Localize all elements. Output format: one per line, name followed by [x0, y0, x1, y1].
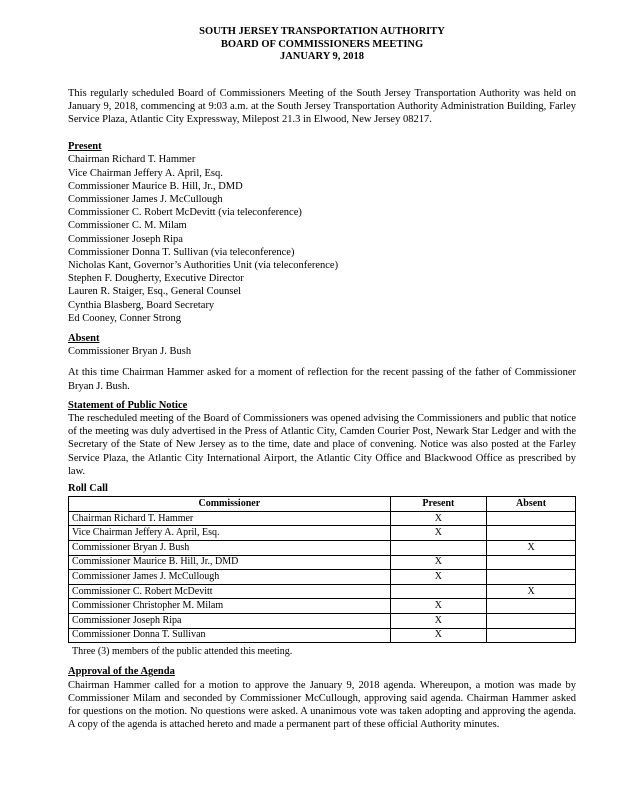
absent-cell [487, 526, 576, 541]
commissioner-cell: Commissioner Joseph Ripa [69, 613, 391, 628]
present-list-item: Ed Cooney, Conner Strong [68, 312, 182, 324]
commissioner-cell: Vice Chairman Jeffery A. April, Esq. [69, 526, 391, 541]
table-row [69, 613, 576, 628]
public-attendance-note: Three (3) members of the public attended this meeting. [72, 646, 293, 658]
document-title [68, 26, 576, 64]
commissioner-cell: Commissioner Maurice B. Hill, Jr., DMD [69, 555, 391, 570]
present-list-item: Commissioner Joseph Ripa [68, 233, 183, 245]
present-cell: X [390, 511, 487, 526]
absent-cell [487, 511, 576, 526]
commissioner-cell: Commissioner James J. McCullough [69, 570, 391, 585]
present-heading: Present [68, 141, 102, 153]
roll-call-heading: Roll Call [68, 482, 108, 494]
public-notice-section [68, 399, 576, 478]
table-row [69, 526, 576, 541]
table-row [69, 584, 576, 599]
present-cell: X [390, 628, 487, 643]
commissioner-cell: Commissioner C. Robert McDevitt [69, 584, 391, 599]
present-cell: X [390, 555, 487, 570]
title-meeting: BOARD OF COMMISSIONERS MEETING [220, 38, 424, 50]
agenda-section [68, 665, 576, 731]
present-list-item: Nicholas Kant, Governor’s Authorities Unit (via teleconference) [68, 259, 339, 271]
column-header-present: Present [390, 497, 487, 512]
public-notice-text: The rescheduled meeting of the Board of Commissioners was opened advising the Commissioners and public that notice of the meeting was duly advertised in the Press of Atlantic City, Camden Courier Post, Newark Star Ledger and with the Secretary of the State of New Jersey as to the time, date and place of convening. Notice was also posted at the Farley Service Plaza, the Atlantic City International Airport, the Atlantic City Office and Blackwood Office as prescribed by law. [68, 412, 576, 477]
present-list-item: Commissioner C. M. Milam [68, 220, 187, 232]
reflection-paragraph: At this time Chairman Hammer asked for a moment of reflection for the recent passing of the father of Commissioner Bryan J. Bush. [68, 367, 576, 392]
roll-call-table [68, 496, 576, 643]
present-list-item: Commissioner James J. McCullough [68, 193, 223, 205]
absent-list [68, 345, 576, 358]
present-list-item: Commissioner Maurice B. Hill, Jr., DMD [68, 180, 243, 192]
minutes-page [68, 26, 576, 731]
title-date: JANUARY 9, 2018 [279, 51, 365, 62]
present-cell: X [390, 613, 487, 628]
commissioner-cell: Commissioner Bryan J. Bush [69, 540, 391, 555]
present-cell: X [390, 599, 487, 614]
title-authority: SOUTH JERSEY TRANSPORTATION AUTHORITY [199, 26, 445, 37]
present-list-item: Lauren R. Staiger, Esq., General Counsel [68, 286, 242, 298]
absent-heading: Absent [68, 332, 100, 344]
present-list-item: Chairman Richard T. Hammer [68, 154, 196, 166]
absent-cell [487, 555, 576, 570]
present-list-item: Stephen F. Dougherty, Executive Director [68, 273, 244, 285]
roll-call-section [68, 482, 576, 658]
present-list-item: Commissioner C. Robert McDevitt (via teleconference) [68, 207, 302, 219]
absent-cell: X [487, 584, 576, 599]
table-row [69, 555, 576, 570]
roll-call-header-row [69, 497, 576, 512]
intro-paragraph: This regularly scheduled Board of Commissioners Meeting of the South Jersey Transportation Authority was held on January 9, 2018, commencing at 9:03 a.m. at the South Jersey Transportation Authority Administration Building, Farley Service Plaza, Atlantic City Expressway, Milepost 21.3 in Elwood, New Jersey 08217. [68, 87, 576, 125]
table-row [69, 540, 576, 555]
commissioner-cell: Chairman Richard T. Hammer [69, 511, 391, 526]
agenda-text: Chairman Hammer called for a motion to approve the January 9, 2018 agenda. Whereupon, a motion was made by Commissioner Milam and seconded by Commissioner McCullough, approving said agenda. Chairman Hammer asked for questions on the motion. No questions were asked. A unanimous vote was taken adopting and approving the agenda. A copy of the agenda is attached hereto and made a permanent part of these official Authority minutes. [68, 679, 576, 731]
column-header-commissioner: Commissioner [69, 497, 391, 512]
absent-section [68, 332, 576, 358]
absent-cell [487, 613, 576, 628]
table-row [69, 628, 576, 643]
absent-cell [487, 628, 576, 643]
absent-list-item: Commissioner Bryan J. Bush [68, 346, 192, 358]
table-row [69, 511, 576, 526]
present-list-item: Commissioner Donna T. Sullivan (via teleconference) [68, 246, 295, 258]
absent-cell [487, 599, 576, 614]
column-header-absent: Absent [487, 497, 576, 512]
present-cell [390, 584, 487, 599]
present-cell: X [390, 570, 487, 585]
roll-call-body [69, 511, 576, 642]
absent-cell: X [487, 540, 576, 555]
agenda-heading: Approval of the Agenda [68, 666, 175, 678]
present-section [68, 140, 576, 325]
present-list-item: Cynthia Blasberg, Board Secretary [68, 299, 215, 311]
commissioner-cell: Commissioner Christopher M. Milam [69, 599, 391, 614]
commissioner-cell: Commissioner Donna T. Sullivan [69, 628, 391, 643]
present-cell: X [390, 526, 487, 541]
present-list-item: Vice Chairman Jeffery A. April, Esq. [68, 167, 223, 179]
present-list [68, 153, 576, 325]
absent-cell [487, 570, 576, 585]
present-cell [390, 540, 487, 555]
table-row [69, 599, 576, 614]
table-row [69, 570, 576, 585]
public-notice-heading: Statement of Public Notice [68, 399, 188, 411]
